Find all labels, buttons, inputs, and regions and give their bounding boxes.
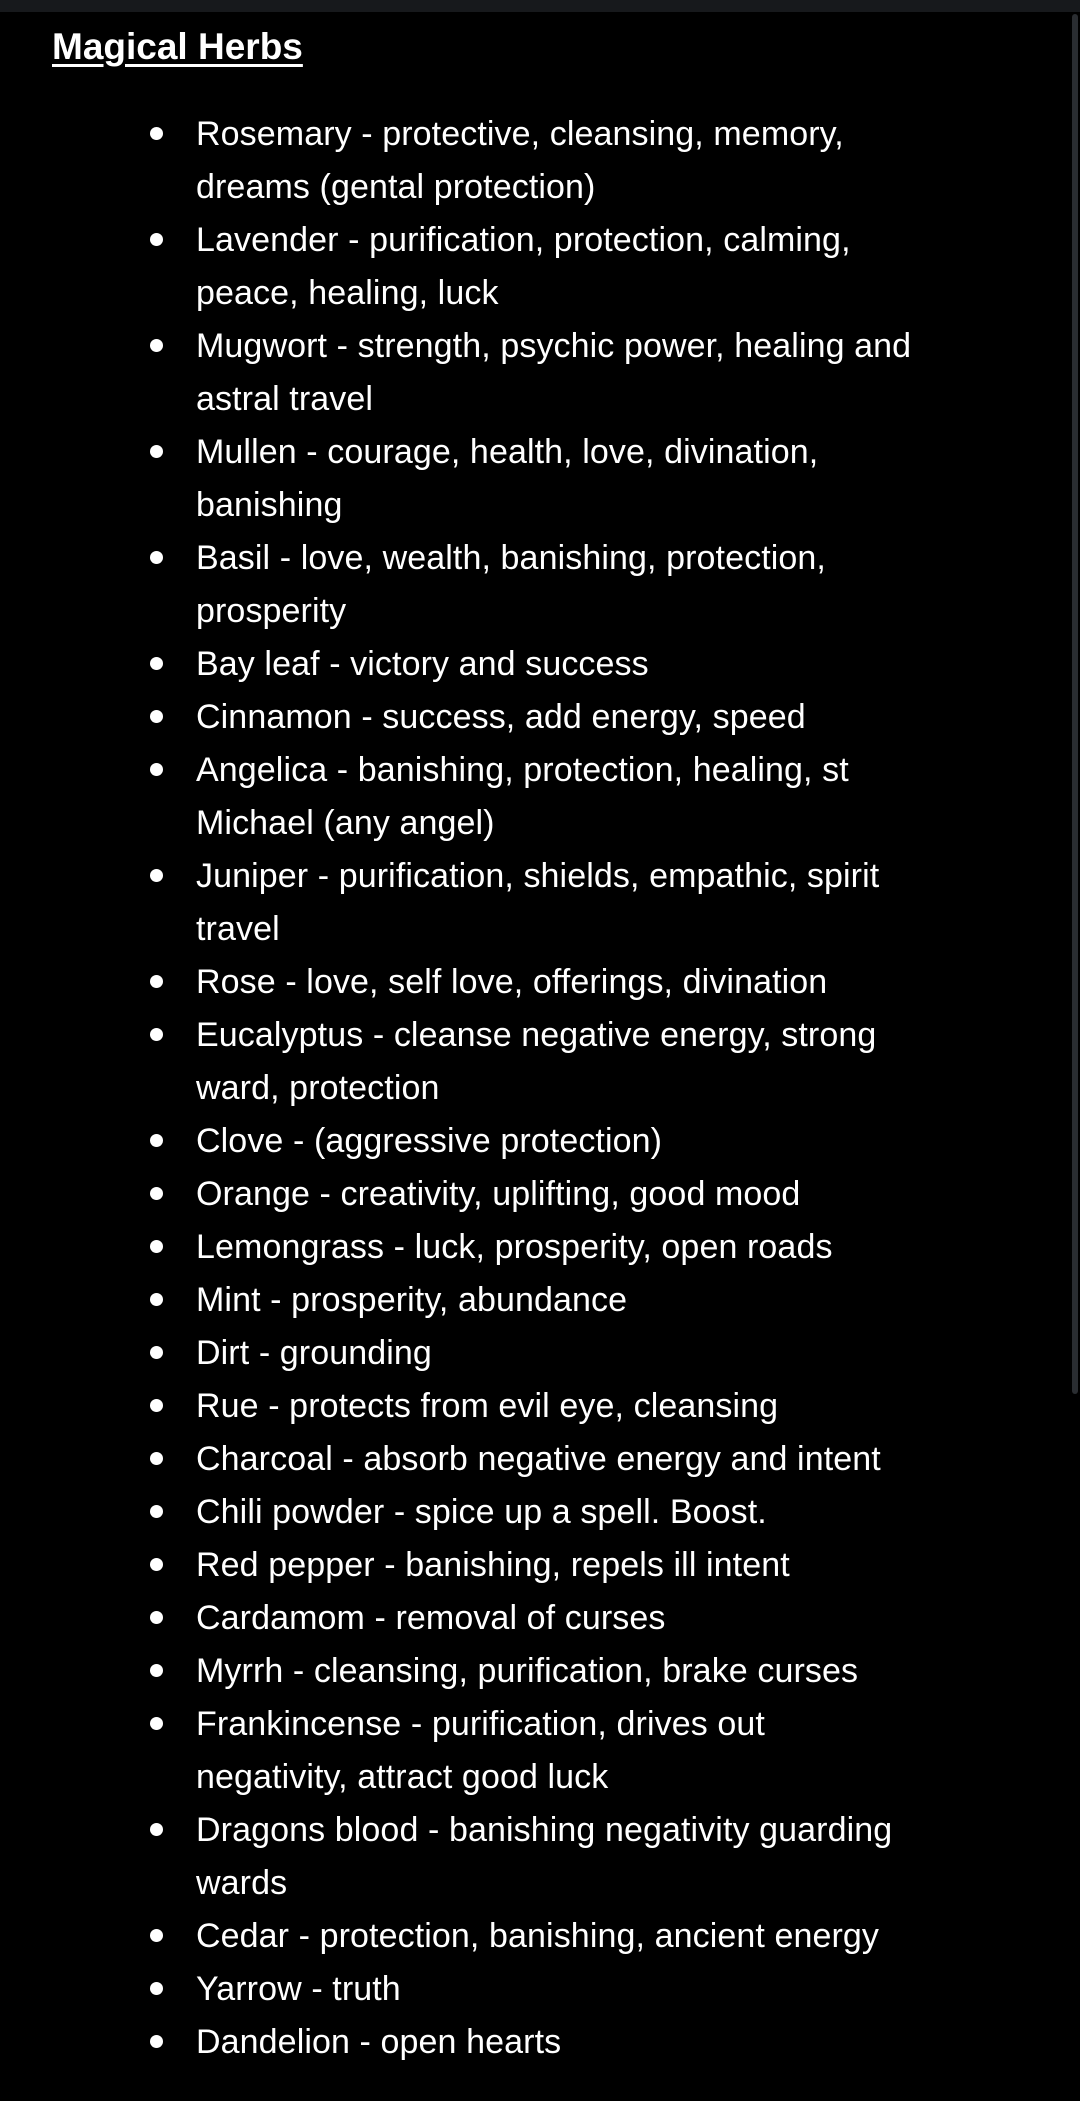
list-item: [132, 1645, 926, 1698]
list-item-label: Charcoal - absorb negative energy and intent: [196, 1440, 881, 1479]
list-item: [132, 744, 926, 850]
list-item-label: Myrrh - cleansing, purification, brake curses: [196, 1652, 859, 1691]
list-item: [132, 1380, 926, 1433]
list-item-label: Lavender - purification, protection, calming, peace, healing, luck: [196, 221, 851, 313]
list-item-label: Frankincense - purification, drives out negativity, attract good luck: [196, 1705, 765, 1797]
bullet-icon: [150, 1293, 163, 1306]
list-item: [132, 1009, 926, 1115]
bullet-icon: [150, 869, 163, 882]
list-item-label: Eucalyptus - cleanse negative energy, strong ward, protection: [196, 1016, 877, 1108]
list-item-label: Mullen - courage, health, love, divination, banishing: [196, 433, 819, 525]
bullet-icon: [150, 1823, 163, 1836]
bullet-icon: [150, 1452, 163, 1465]
bullet-icon: [150, 1929, 163, 1942]
bullet-icon: [150, 445, 163, 458]
bullet-icon: [150, 1028, 163, 1041]
bullet-icon: [150, 1558, 163, 1571]
list-item: [132, 1168, 926, 1221]
list-item: [132, 1433, 926, 1486]
list-item: [132, 214, 926, 320]
herb-list: [52, 108, 1060, 2069]
list-item: [132, 638, 926, 691]
list-item-label: Orange - creativity, uplifting, good mood: [196, 1175, 801, 1214]
list-item-label: Angelica - banishing, protection, healing, st Michael (any angel): [196, 751, 849, 843]
list-item-label: Lemongrass - luck, prosperity, open roads: [196, 1228, 833, 1267]
document-content: [0, 12, 1080, 2069]
list-item-label: Dirt - grounding: [196, 1334, 432, 1373]
bullet-icon: [150, 1611, 163, 1624]
bullet-icon: [150, 1982, 163, 1995]
page-title: Magical Herbs: [52, 26, 303, 67]
list-item: [132, 1486, 926, 1539]
list-item-label: Cedar - protection, banishing, ancient energy: [196, 1917, 880, 1956]
bullet-icon: [150, 1346, 163, 1359]
list-item-label: Rosemary - protective, cleansing, memory, dreams (gental protection): [196, 115, 844, 207]
list-item: [132, 1698, 926, 1804]
bullet-icon: [150, 127, 163, 140]
list-item: [132, 108, 926, 214]
list-item: [132, 1115, 926, 1168]
list-item-label: Basil - love, wealth, banishing, protection, prosperity: [196, 539, 826, 631]
list-item-label: Mint - prosperity, abundance: [196, 1281, 628, 1320]
bullet-icon: [150, 1134, 163, 1147]
bullet-icon: [150, 339, 163, 352]
list-item: [132, 532, 926, 638]
bullet-icon: [150, 1717, 163, 1730]
list-item-label: Dandelion - open hearts: [196, 2023, 562, 2062]
status-bar: [0, 0, 1080, 12]
bullet-icon: [150, 1399, 163, 1412]
list-item-label: Mugwort - strength, psychic power, healing and astral travel: [196, 327, 912, 419]
bullet-icon: [150, 657, 163, 670]
bullet-icon: [150, 1505, 163, 1518]
list-item-label: Red pepper - banishing, repels ill intent: [196, 1546, 790, 1585]
list-item: [132, 1274, 926, 1327]
bullet-icon: [150, 551, 163, 564]
list-item-label: Cardamom - removal of curses: [196, 1599, 666, 1638]
bullet-icon: [150, 2035, 163, 2048]
list-item: [132, 1910, 926, 1963]
bullet-icon: [150, 1187, 163, 1200]
list-item: [132, 1539, 926, 1592]
list-item-label: Rose - love, self love, offerings, divination: [196, 963, 828, 1002]
bullet-icon: [150, 233, 163, 246]
list-item: [132, 1963, 926, 2016]
list-item: [132, 2016, 926, 2069]
list-item: [132, 1804, 926, 1910]
list-item-label: Bay leaf - victory and success: [196, 645, 649, 684]
list-item: [132, 320, 926, 426]
list-item-label: Chili powder - spice up a spell. Boost.: [196, 1493, 767, 1532]
list-item: [132, 1592, 926, 1645]
list-item: [132, 426, 926, 532]
bullet-icon: [150, 763, 163, 776]
list-item: [132, 956, 926, 1009]
vertical-scrollbar[interactable]: [1072, 14, 1078, 1394]
list-item-label: Clove - (aggressive protection): [196, 1122, 663, 1161]
bullet-icon: [150, 1664, 163, 1677]
bullet-icon: [150, 1240, 163, 1253]
list-item-label: Dragons blood - banishing negativity guarding wards: [196, 1811, 893, 1903]
list-item: [132, 850, 926, 956]
list-item-label: Rue - protects from evil eye, cleansing: [196, 1387, 779, 1426]
list-item-label: Cinnamon - success, add energy, speed: [196, 698, 806, 737]
list-item: [132, 691, 926, 744]
list-item: [132, 1327, 926, 1380]
bullet-icon: [150, 975, 163, 988]
list-item-label: Yarrow - truth: [196, 1970, 401, 2009]
bullet-icon: [150, 710, 163, 723]
list-item-label: Juniper - purification, shields, empathic, spirit travel: [196, 857, 880, 949]
list-item: [132, 1221, 926, 1274]
